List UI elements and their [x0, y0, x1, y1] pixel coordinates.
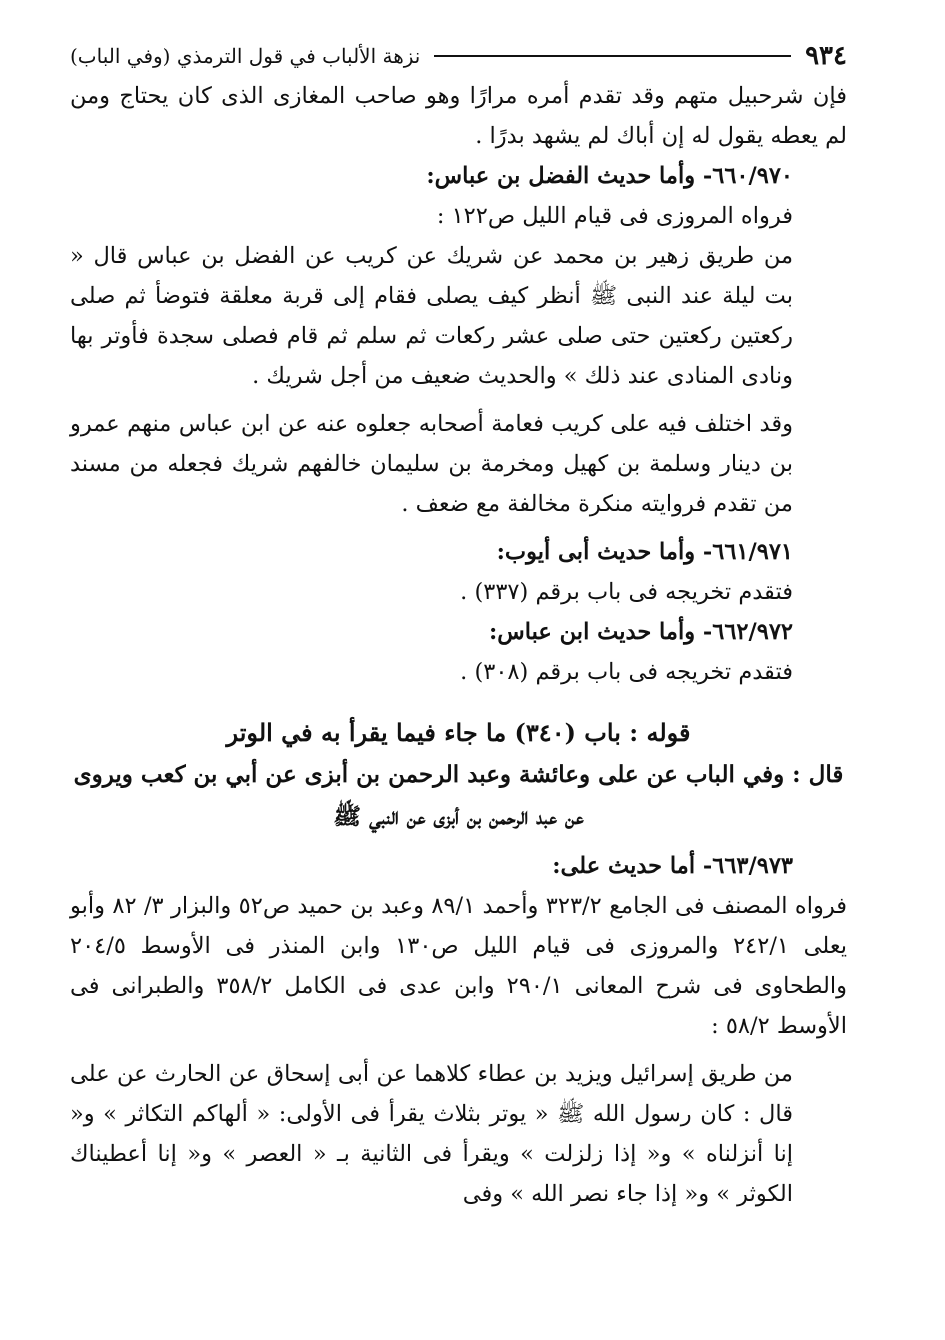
hadith-heading-972: ٦٦٢/٩٧٢- وأما حديث ابن عباس: [489, 619, 793, 645]
text-line: فإن شرحبيل متهم وقد تقدم أمره مرارًا وهو صاحب المغازى الذى كان يحتاج ومن لم [70, 83, 847, 149]
page-number: ٩٣٤ [805, 41, 847, 71]
header-rule [434, 55, 791, 57]
chapter-heading: قوله : باب (٣٤٠) ما جاء فيما يقرأ به في الوتر [226, 718, 691, 747]
text-line: فرواه المصنف فى الجامع ٣٢٣/٢ وأحمد ٨٩/١ وعبد بن حميد ص٥٢ والبزار ٣/ [143, 893, 847, 919]
hadith-heading-971: ٦٦١/٩٧١- وأما حديث أبى أيوب: [496, 539, 793, 565]
isnad-973 [70, 1054, 847, 1214]
page-body [70, 76, 847, 1214]
text-line: يعطه يقول له إن أباك لم يشهد بدرًا . [475, 123, 818, 149]
text-line: عند النبى ﷺ أنظر كيف يصلى فقام إلى قربة معلقة فتوضأ ثم صلى ركعتين ركعتين حتى [70, 283, 793, 349]
isnad-970 [70, 236, 847, 396]
source-970: فرواه المروزى فى قيام الليل ص١٢٢ : [436, 203, 793, 229]
text-line: والطحاوى فى شرح المعانى ٢٩٠/١ وابن عدى فى الكامل ٣٥٨/٢ والطبرانى فى [70, 973, 847, 999]
running-title: نزهة الألباب في قول الترمذي (وفي الباب) [70, 44, 421, 68]
note-972: فتقدم تخريجه فى باب برقم (٣٠٨) . [460, 659, 793, 685]
text-line: من طريق إسرائيل ويزيد بن عطاء كلاهما عن أبى إسحاق عن الحارث عن على قال : [70, 1061, 793, 1127]
text-line: وقد اختلف فيه على كريب فعامة أصحابه جعلوه عنه عن ابن عباس منهم عمرو بن [70, 411, 794, 477]
text-line: والحديث ضعيف من أجل شريك . [252, 363, 557, 389]
text-line: ٨٢ وأبو يعلى ٢٤٢/١ والمروزى فى قيام الليل ص١٣٠ وابن المنذر فى الأوسط ٢٠٤/٥ [70, 893, 847, 959]
ikhtilaf-970 [70, 404, 847, 524]
text-line: دينار وسلمة بن كهيل ومخرمة بن سليمان خالفهم شريك فجعله من مسند من تقدم فروايته [70, 451, 793, 517]
text-line: من طريق زهير بن محمد عن شريك عن كريب عن الفضل بن عباس قال « بت ليلة [70, 243, 793, 309]
text-line: منكرة مخالفة مع ضعف . [401, 491, 634, 517]
paragraph-sharhabil [70, 76, 847, 156]
text-line: صلى عشر ركعات ثم سلم ثم قام فصلى سجدة فأوتر بها ونادى المنادى عند ذلك » [70, 323, 793, 389]
hadith-heading-970: ٦٦٠/٩٧٠- وأما حديث الفضل بن عباس: [426, 163, 793, 189]
text-line: قال : وفي الباب عن على وعائشة وعبد الرحمن بن أبزى عن أبي بن كعب ويروى [73, 761, 844, 788]
hadith-heading-973: ٦٦٣/٩٧٣- أما حديث على: [552, 853, 793, 879]
text-line: الأوسط ٥٨/٢ : [711, 1013, 847, 1039]
text-line: عن عبد الرحمن بن أبزى عن النبي ﷺ [333, 803, 584, 830]
text-line: كان رسول الله ﷺ « يوتر بثلاث يقرأ فى الأولى: « ألهاكم التكاثر » و« إنا أنزلناه » و« إذا [70, 1101, 793, 1167]
note-971: فتقدم تخريجه فى باب برقم (٣٣٧) . [460, 579, 793, 605]
source-973 [70, 886, 847, 1046]
text-line: زلزلت » ويقرأ فى الثانية بـ « العصر » و« إنا أعطيناك الكوثر » و« إذا جاء نصر الله » وفى [70, 1141, 793, 1207]
running-header [70, 36, 847, 76]
tirmidhi-quote [70, 754, 847, 838]
